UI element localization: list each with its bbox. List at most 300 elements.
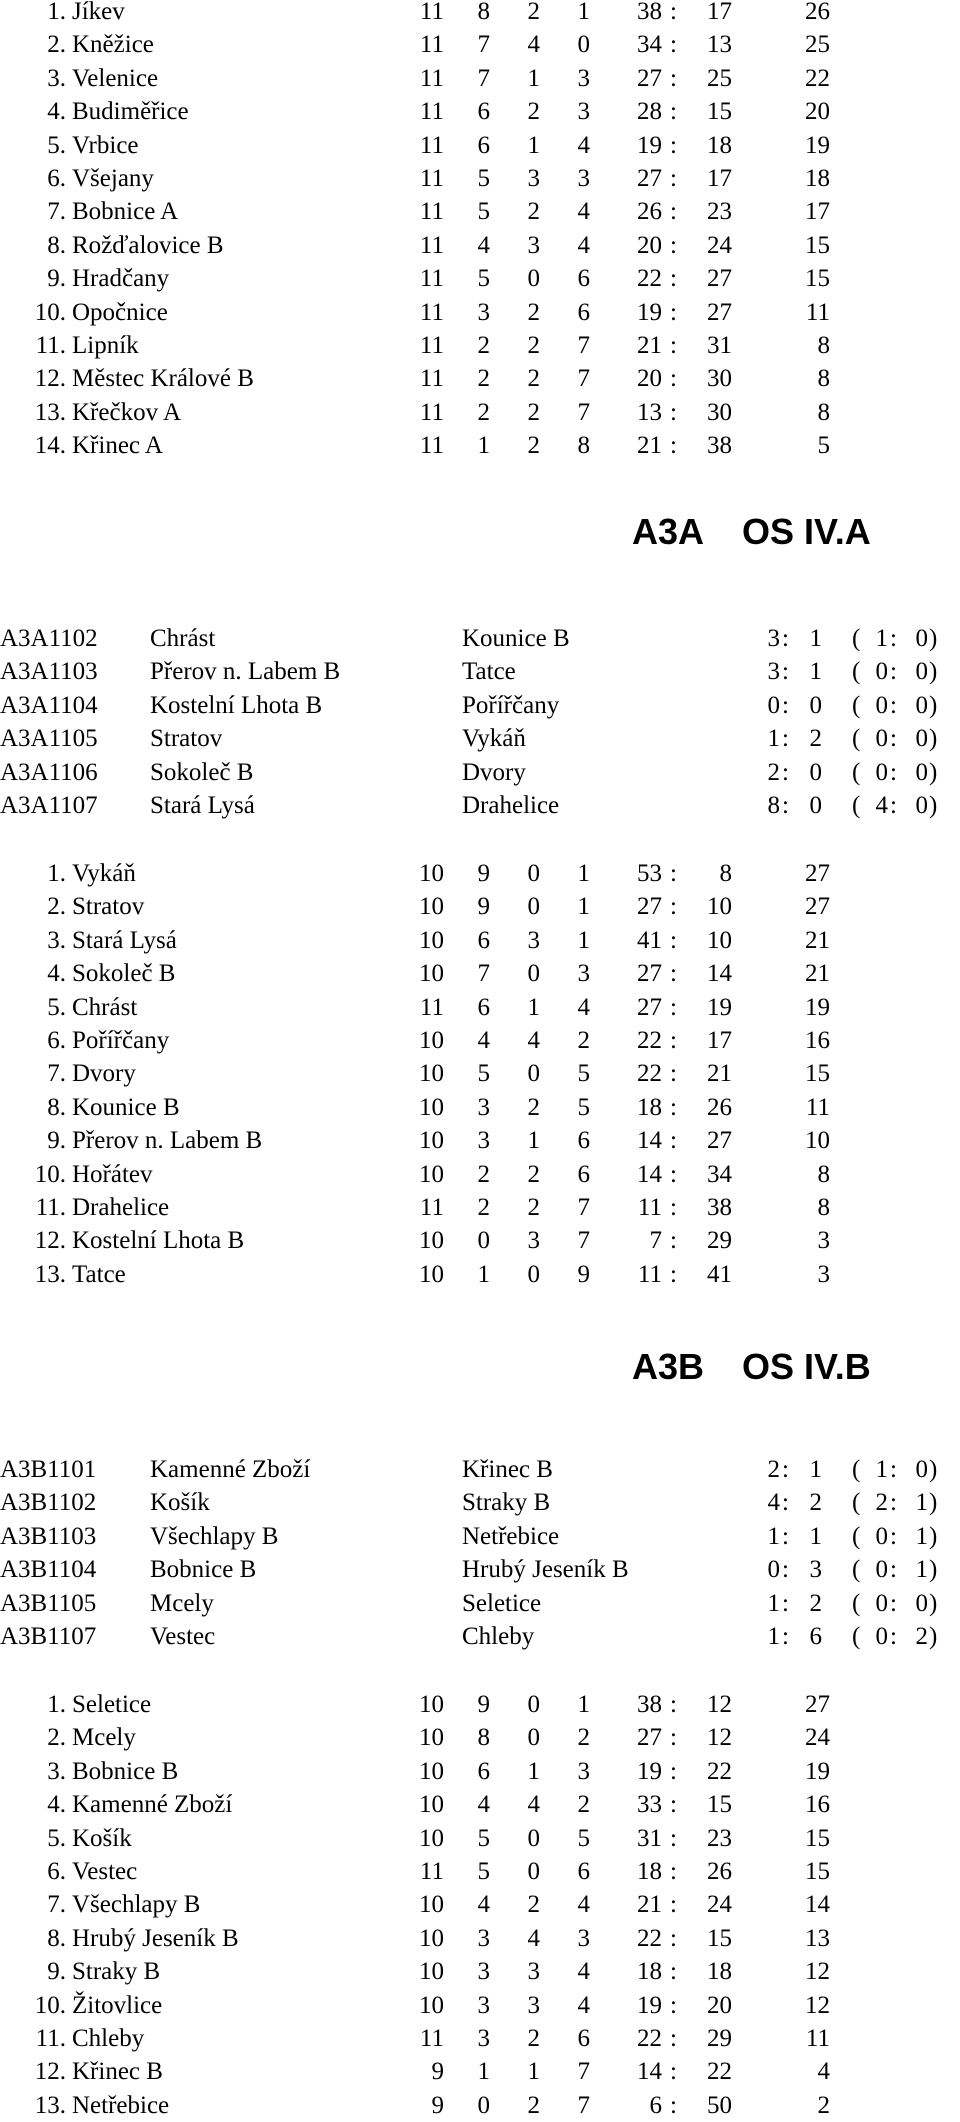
- section-code: A3B: [632, 1346, 705, 1387]
- draws: 2: [527, 2091, 540, 2119]
- played: 9: [431, 2058, 444, 2086]
- team-name: Tatce: [72, 1260, 126, 1288]
- standings-row: [0, 991, 960, 1024]
- halftime-close: ): [929, 1556, 938, 1584]
- losses: 3: [577, 165, 590, 192]
- points: 19: [805, 993, 830, 1021]
- standings-row: [0, 1091, 960, 1124]
- losses: 3: [577, 1757, 590, 1785]
- score-colon: :: [670, 860, 677, 887]
- match-code: A3B1103: [0, 1522, 97, 1550]
- played: 11: [419, 31, 444, 59]
- home-team: Vestec: [150, 1623, 216, 1650]
- goals-against: 34: [707, 1160, 732, 1188]
- rank: 6.: [47, 165, 66, 192]
- standings-row: [0, 296, 960, 329]
- wins: 3: [477, 1924, 490, 1952]
- score-colon: :: [890, 1623, 897, 1650]
- points: 8: [817, 398, 830, 426]
- score-colon: :: [782, 691, 789, 719]
- goals-for: 21: [637, 332, 662, 359]
- score-colon: :: [670, 1724, 677, 1752]
- standings-row: [0, 229, 960, 262]
- standings-row: [0, 62, 960, 95]
- score-colon: :: [670, 2058, 677, 2086]
- losses: 5: [577, 1824, 590, 1852]
- draws: 4: [527, 1791, 540, 1819]
- team-name: Straky B: [72, 1958, 161, 1986]
- score-colon: :: [890, 1489, 897, 1517]
- played: 10: [419, 1991, 444, 2019]
- score-colon: :: [782, 1623, 789, 1650]
- home-goals: 1: [767, 1589, 780, 1617]
- rank: 5.: [47, 1824, 66, 1852]
- played: 10: [419, 960, 444, 988]
- score-colon: :: [670, 1127, 677, 1155]
- points: 19: [805, 131, 830, 159]
- points: 25: [805, 31, 830, 59]
- rank: 12.: [34, 1227, 66, 1255]
- score-colon: :: [670, 398, 677, 426]
- played: 9: [431, 2091, 444, 2119]
- team-name: Drahelice: [72, 1194, 170, 1221]
- draws: 1: [527, 2058, 540, 2086]
- losses: 4: [577, 198, 590, 226]
- losses: 5: [577, 1093, 590, 1121]
- standings-row: [0, 1057, 960, 1090]
- score-colon: :: [670, 1060, 677, 1088]
- draws: 2: [527, 0, 540, 25]
- played: 11: [419, 298, 444, 326]
- goals-against: 15: [707, 1791, 732, 1819]
- standings-row: [0, 1224, 960, 1257]
- draws: 0: [527, 1858, 540, 1885]
- halftime-close: ): [929, 792, 938, 819]
- rank: 10.: [34, 1991, 66, 2019]
- goals-against: 17: [707, 0, 732, 25]
- goals-against: 14: [707, 960, 732, 988]
- halftime-open: (: [852, 758, 861, 786]
- halftime-away: 0: [915, 1456, 928, 1483]
- wins: 9: [477, 860, 490, 887]
- away-goals: 2: [809, 1589, 822, 1617]
- halftime-open: (: [852, 1489, 861, 1517]
- halftime-open: (: [852, 658, 861, 686]
- halftime-close: ): [929, 625, 938, 652]
- halftime-home: 0: [875, 1589, 888, 1617]
- wins: 5: [477, 1858, 490, 1885]
- played: 11: [419, 2025, 444, 2052]
- draws: 4: [527, 31, 540, 59]
- draws: 3: [527, 1227, 540, 1255]
- halftime-away: 0: [915, 658, 928, 686]
- losses: 7: [577, 332, 590, 359]
- score-colon: :: [782, 1489, 789, 1517]
- draws: 4: [527, 1027, 540, 1054]
- goals-for: 22: [637, 1027, 662, 1054]
- standings-row: [0, 857, 960, 890]
- draws: 1: [527, 64, 540, 92]
- goals-against: 30: [707, 365, 732, 393]
- wins: 3: [477, 1958, 490, 1986]
- points: 4: [817, 2058, 830, 2086]
- score-colon: :: [890, 625, 897, 652]
- goals-for: 22: [637, 265, 662, 293]
- score-colon: :: [670, 1858, 677, 1885]
- goals-for: 14: [637, 1160, 662, 1188]
- played: 10: [419, 1160, 444, 1188]
- halftime-open: (: [852, 792, 861, 819]
- goals-against: 41: [707, 1260, 732, 1288]
- team-name: Vykáň: [72, 860, 136, 887]
- draws: 2: [527, 98, 540, 126]
- halftime-away: 0: [915, 691, 928, 719]
- team-name: Křinec B: [72, 2058, 163, 2086]
- goals-against: 13: [707, 31, 732, 59]
- losses: 3: [577, 98, 590, 126]
- standings-row: [0, 1855, 960, 1888]
- wins: 4: [477, 231, 490, 259]
- rank: 8.: [47, 231, 66, 259]
- losses: 6: [577, 1160, 590, 1188]
- halftime-home: 0: [875, 758, 888, 786]
- halftime-away: 1: [915, 1556, 928, 1584]
- match-row: [0, 1587, 960, 1620]
- goals-for: 27: [637, 993, 662, 1021]
- score-colon: :: [782, 725, 789, 753]
- home-goals: 0: [767, 1556, 780, 1584]
- wins: 4: [477, 1791, 490, 1819]
- goals-against: 26: [707, 1858, 732, 1885]
- draws: 0: [527, 1260, 540, 1288]
- wins: 8: [477, 0, 490, 25]
- rank: 4.: [47, 960, 66, 988]
- halftime-home: 0: [875, 1522, 888, 1550]
- goals-for: 27: [637, 960, 662, 988]
- losses: 8: [577, 432, 590, 460]
- played: 10: [419, 1924, 444, 1952]
- losses: 5: [577, 1060, 590, 1088]
- rank: 9.: [47, 1127, 66, 1155]
- standings-row: [0, 1822, 960, 1855]
- match-code: A3B1107: [0, 1623, 97, 1650]
- halftime-home: 2: [875, 1489, 888, 1517]
- played: 10: [419, 1958, 444, 1986]
- score-colon: :: [782, 658, 789, 686]
- losses: 4: [577, 1991, 590, 2019]
- halftime-away: 1: [915, 1522, 928, 1550]
- goals-against: 27: [707, 1127, 732, 1155]
- points: 21: [805, 926, 830, 954]
- team-name: Žitovlice: [72, 1991, 163, 2019]
- rank: 7.: [47, 198, 66, 226]
- goals-for: 11: [637, 1194, 662, 1221]
- goals-for: 14: [637, 1127, 662, 1155]
- standings-row: [0, 429, 960, 462]
- halftime-open: (: [852, 625, 861, 652]
- score-colon: :: [670, 365, 677, 393]
- away-goals: 1: [809, 625, 822, 652]
- goals-against: 29: [707, 1227, 732, 1255]
- goals-for: 11: [637, 1260, 662, 1288]
- losses: 6: [577, 298, 590, 326]
- draws: 2: [527, 2025, 540, 2052]
- draws: 1: [527, 1127, 540, 1155]
- draws: 2: [527, 1160, 540, 1188]
- rank: 5.: [47, 131, 66, 159]
- losses: 6: [577, 265, 590, 293]
- score-colon: :: [670, 2025, 677, 2052]
- standings-row: [0, 1158, 960, 1191]
- wins: 5: [477, 265, 490, 293]
- away-team: Hrubý Jeseník B: [462, 1556, 629, 1584]
- match-row: [0, 1453, 960, 1486]
- played: 10: [419, 1791, 444, 1819]
- played: 10: [419, 1260, 444, 1288]
- rank: 3.: [47, 64, 66, 92]
- score-colon: :: [670, 332, 677, 359]
- match-row: [0, 1620, 960, 1653]
- goals-for: 21: [637, 1891, 662, 1919]
- score-colon: :: [670, 2091, 677, 2119]
- halftime-home: 0: [875, 658, 888, 686]
- rank: 9.: [47, 265, 66, 293]
- section-name: OS IV.B: [742, 1346, 871, 1387]
- wins: 5: [477, 165, 490, 192]
- match-code: A3B1102: [0, 1489, 97, 1517]
- draws: 2: [527, 198, 540, 226]
- team-name: Stratov: [72, 893, 145, 921]
- goals-against: 19: [707, 993, 732, 1021]
- points: 27: [805, 1691, 830, 1718]
- points: 26: [805, 0, 830, 25]
- section-heading-b: [632, 1345, 932, 1389]
- losses: 4: [577, 1891, 590, 1919]
- goals-for: 19: [637, 298, 662, 326]
- wins: 6: [477, 1757, 490, 1785]
- halftime-close: ): [929, 1489, 938, 1517]
- rank: 8.: [47, 1924, 66, 1952]
- halftime-close: ): [929, 758, 938, 786]
- goals-for: 38: [637, 1691, 662, 1718]
- rank: 11.: [35, 2025, 66, 2052]
- score-colon: :: [670, 893, 677, 921]
- played: 11: [419, 1194, 444, 1221]
- halftime-open: (: [852, 691, 861, 719]
- score-colon: :: [670, 960, 677, 988]
- draws: 3: [527, 1958, 540, 1986]
- wins: 6: [477, 131, 490, 159]
- draws: 4: [527, 1924, 540, 1952]
- draws: 1: [527, 1757, 540, 1785]
- home-team: Kostelní Lhota B: [150, 691, 323, 719]
- points: 18: [805, 165, 830, 192]
- match-code: A3A1105: [0, 725, 98, 753]
- home-team: Chrást: [150, 625, 216, 652]
- team-name: Kostelní Lhota B: [72, 1227, 245, 1255]
- goals-for: 26: [637, 198, 662, 226]
- away-team: Křinec B: [462, 1456, 553, 1483]
- home-team: Kamenné Zboží: [150, 1456, 311, 1483]
- rank: 12.: [34, 365, 66, 393]
- away-team: Kounice B: [462, 625, 570, 652]
- score-colon: :: [670, 1027, 677, 1054]
- goals-for: 7: [649, 1227, 662, 1255]
- score-colon: :: [670, 1691, 677, 1718]
- standings-row: [0, 2055, 960, 2088]
- goals-against: 25: [707, 64, 732, 92]
- standings-row: [0, 362, 960, 395]
- goals-for: 13: [637, 398, 662, 426]
- match-code: A3A1103: [0, 658, 98, 686]
- score-colon: :: [782, 625, 789, 652]
- score-colon: :: [670, 1194, 677, 1221]
- match-code: A3A1104: [0, 691, 98, 719]
- draws: 0: [527, 860, 540, 887]
- losses: 0: [577, 31, 590, 59]
- standings-row: [0, 924, 960, 957]
- goals-for: 20: [637, 231, 662, 259]
- match-code: A3A1107: [0, 792, 98, 819]
- rank: 10.: [34, 298, 66, 326]
- halftime-home: 1: [875, 1456, 888, 1483]
- team-name: Všechlapy B: [72, 1891, 201, 1919]
- score-colon: :: [782, 1522, 789, 1550]
- standings-row: [0, 2022, 960, 2055]
- played: 10: [419, 1127, 444, 1155]
- losses: 4: [577, 231, 590, 259]
- rank: 12.: [34, 2058, 66, 2086]
- rank: 10.: [34, 1160, 66, 1188]
- standings-row: [0, 1688, 960, 1721]
- losses: 3: [577, 64, 590, 92]
- rank: 2.: [47, 893, 66, 921]
- halftime-away: 0: [915, 625, 928, 652]
- points: 3: [817, 1260, 830, 1288]
- wins: 2: [477, 1160, 490, 1188]
- losses: 3: [577, 960, 590, 988]
- standings-row: [0, 129, 960, 162]
- goals-for: 22: [637, 2025, 662, 2052]
- goals-against: 15: [707, 98, 732, 126]
- halftime-home: 4: [875, 792, 888, 819]
- score-colon: :: [670, 1093, 677, 1121]
- wins: 4: [477, 1027, 490, 1054]
- goals-for: 31: [637, 1824, 662, 1852]
- standings-row: [0, 162, 960, 195]
- score-colon: :: [890, 1456, 897, 1483]
- draws: 0: [527, 960, 540, 988]
- team-name: Lipník: [72, 332, 139, 359]
- goals-for: 18: [637, 1858, 662, 1885]
- match-row: [0, 756, 960, 789]
- losses: 4: [577, 993, 590, 1021]
- losses: 7: [577, 365, 590, 393]
- standings-row: [0, 95, 960, 128]
- goals-against: 38: [707, 432, 732, 460]
- rank: 14.: [34, 432, 66, 460]
- losses: 2: [577, 1791, 590, 1819]
- draws: 2: [527, 365, 540, 393]
- played: 10: [419, 1027, 444, 1054]
- home-team: Mcely: [150, 1589, 214, 1617]
- home-goals: 4: [767, 1489, 780, 1517]
- played: 10: [419, 1691, 444, 1718]
- score-colon: :: [890, 758, 897, 786]
- score-colon: :: [890, 1589, 897, 1617]
- team-name: Kamenné Zboží: [72, 1791, 233, 1819]
- away-team: Vykáň: [462, 725, 526, 753]
- wins: 3: [477, 1991, 490, 2019]
- halftime-close: ): [929, 691, 938, 719]
- halftime-open: (: [852, 1456, 861, 1483]
- wins: 8: [477, 1724, 490, 1752]
- rank: 1.: [47, 1691, 66, 1718]
- wins: 2: [477, 398, 490, 426]
- score-colon: :: [670, 1958, 677, 1986]
- points: 27: [805, 893, 830, 921]
- score-colon: :: [670, 926, 677, 954]
- standings-row: [0, 1721, 960, 1754]
- rank: 13.: [34, 398, 66, 426]
- wins: 1: [477, 2058, 490, 2086]
- team-name: Pořířčany: [72, 1027, 170, 1054]
- played: 10: [419, 1757, 444, 1785]
- played: 11: [419, 365, 444, 393]
- away-goals: 6: [809, 1623, 822, 1650]
- score-colon: :: [782, 758, 789, 786]
- rank: 7.: [47, 1060, 66, 1088]
- standings-row: [0, 1124, 960, 1157]
- played: 10: [419, 1093, 444, 1121]
- away-goals: 3: [809, 1556, 822, 1584]
- halftime-home: 0: [875, 725, 888, 753]
- halftime-away: 2: [915, 1623, 928, 1650]
- played: 10: [419, 1891, 444, 1919]
- halftime-close: ): [929, 1456, 938, 1483]
- standings-row: [0, 1989, 960, 2022]
- team-name: Seletice: [72, 1691, 152, 1718]
- score-colon: :: [782, 792, 789, 819]
- wins: 2: [477, 332, 490, 359]
- goals-for: 27: [637, 1724, 662, 1752]
- match-row: [0, 1553, 960, 1586]
- away-goals: 1: [809, 658, 822, 686]
- score-colon: :: [670, 165, 677, 192]
- standings-row: [0, 1024, 960, 1057]
- away-team: Chleby: [462, 1623, 535, 1650]
- points: 27: [805, 860, 830, 887]
- halftime-open: (: [852, 1623, 861, 1650]
- rank: 4.: [47, 98, 66, 126]
- rank: 1.: [47, 0, 66, 25]
- points: 11: [805, 298, 830, 326]
- wins: 6: [477, 993, 490, 1021]
- score-colon: :: [670, 1757, 677, 1785]
- points: 19: [805, 1757, 830, 1785]
- goals-for: 27: [637, 64, 662, 92]
- losses: 1: [577, 1691, 590, 1718]
- goals-for: 19: [637, 131, 662, 159]
- draws: 0: [527, 1691, 540, 1718]
- draws: 2: [527, 398, 540, 426]
- away-team: Netřebice: [462, 1522, 560, 1550]
- points: 3: [817, 1227, 830, 1255]
- standings-row: [0, 1191, 960, 1224]
- home-goals: 2: [767, 1456, 780, 1483]
- score-colon: :: [670, 198, 677, 226]
- team-name: Křinec A: [72, 432, 163, 460]
